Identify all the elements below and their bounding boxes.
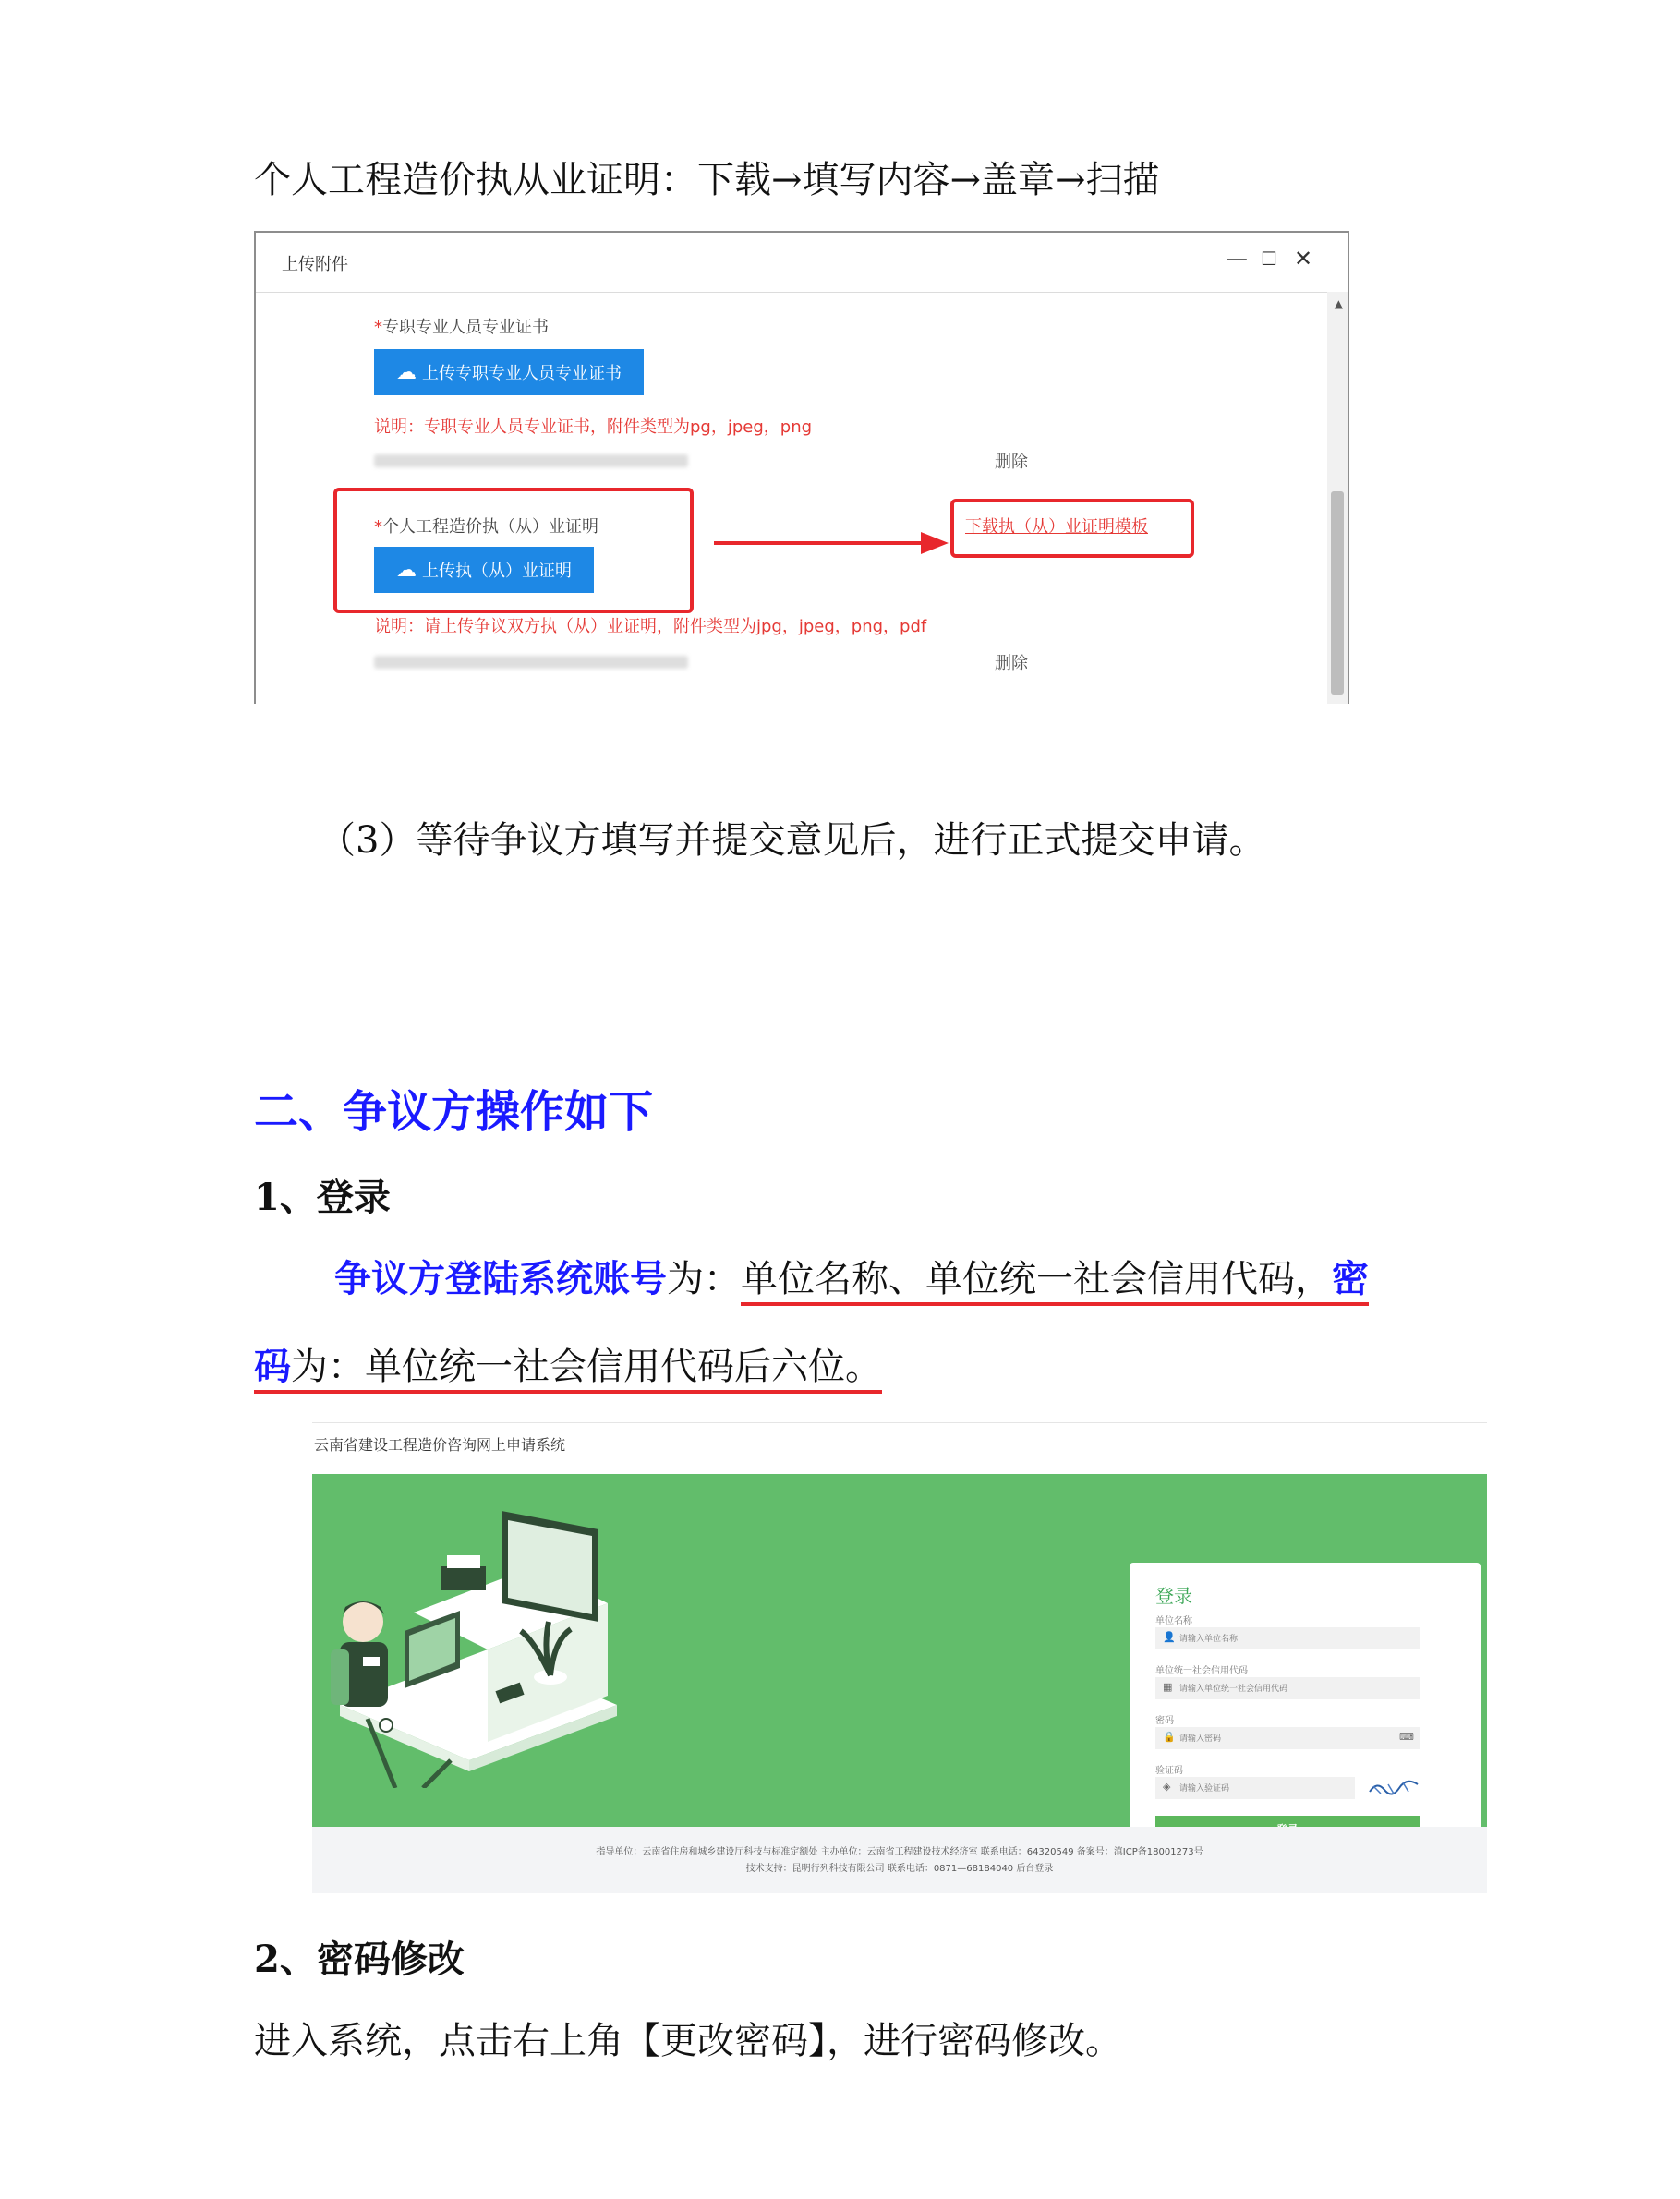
keyboard-icon[interactable]: ⌨: [1399, 1731, 1414, 1743]
field-label-captcha: 验证码: [1155, 1766, 1183, 1776]
cloud-upload-icon: ☁: [396, 360, 417, 383]
paragraph-password-change: 进入系统，点击右上角【更改密码】，进行密码修改。: [254, 2020, 1122, 2062]
user-icon: 👤: [1163, 1631, 1176, 1643]
subheading-login: 1、登录: [254, 1176, 391, 1219]
field-label-practice-cert: *个人工程造价执（从）业证明: [374, 517, 598, 537]
section-heading-dispute-party: 二、争议方操作如下: [254, 1086, 654, 1138]
upload-dialog-screenshot: [254, 231, 1349, 704]
paragraph-download-steps: 个人工程造价执从业证明：下载→填写内容→盖章→扫描: [254, 159, 1160, 201]
paragraph-step3: （3）等待争议方填写并提交意见后，进行正式提交申请。: [319, 819, 1266, 862]
field-label-credit-code: 单位统一社会信用代码: [1155, 1666, 1248, 1676]
download-template-link[interactable]: 下载执（从）业证明模板: [965, 517, 1148, 537]
dialog-titlebar: [256, 233, 1348, 293]
uploaded-file-name-blurred: [374, 454, 688, 467]
system-title: 云南省建设工程造价咨询网上申请系统: [314, 1436, 566, 1454]
office-illustration: [312, 1511, 700, 1788]
captcha-image[interactable]: [1366, 1777, 1421, 1799]
unit-name-input[interactable]: [1155, 1627, 1420, 1649]
dialog-title: 上传附件: [282, 255, 348, 274]
paragraph-login-account: 争议方登陆系统账号为：单位名称、单位统一社会信用代码，密: [334, 1256, 1369, 1302]
footer-line-1: 指导单位：云南省住房和城乡建设厅科技与标准定额处 主办单位：云南省工程建设技术经济室 联系电话：64320549 备案号：滇ICP备18001273号: [596, 1847, 1203, 1857]
paragraph-login-password: 码为：单位统一社会信用代码后六位。: [254, 1344, 882, 1390]
login-banner: [312, 1474, 1487, 1827]
upload-professional-cert-button[interactable]: ☁ 上传专职专业人员专业证书: [374, 349, 644, 395]
footer-line-2: 技术支持：昆明行列科技有限公司 联系电话：0871—68184040 后台登录: [745, 1864, 1054, 1874]
shield-icon: ◈: [1163, 1781, 1171, 1793]
password-input[interactable]: [1155, 1727, 1420, 1749]
id-card-icon: ▦: [1163, 1681, 1173, 1693]
minimize-icon[interactable]: —: [1226, 246, 1248, 272]
upload-practice-cert-button[interactable]: ☁ 上传执（从）业证明: [374, 547, 594, 593]
field-label-professional-cert: *专职专业人员专业证书: [374, 318, 549, 337]
login-card-title: 登录: [1155, 1585, 1192, 1607]
login-page-screenshot: [312, 1422, 1487, 1893]
divider: [312, 1422, 1487, 1423]
field-label-unit-name: 单位名称: [1155, 1616, 1192, 1626]
uploaded-file-name-blurred: [374, 656, 688, 669]
delete-link-1[interactable]: 删除: [995, 453, 1028, 472]
lock-icon: 🔒: [1163, 1731, 1176, 1743]
field-label-password: 密码: [1155, 1716, 1174, 1726]
login-page-footer: [312, 1827, 1487, 1893]
scrollbar-thumb[interactable]: [1331, 491, 1344, 695]
captcha-input[interactable]: [1155, 1777, 1355, 1799]
arrow-line: [714, 541, 923, 545]
arrow-right-icon: [921, 532, 949, 554]
note-practice-cert: 说明：请上传争议双方执（从）业证明，附件类型为jpg，jpeg，png，pdf: [374, 617, 927, 636]
maximize-icon[interactable]: ☐: [1261, 248, 1277, 270]
cloud-upload-icon: ☁: [396, 558, 417, 581]
delete-link-2[interactable]: 删除: [995, 654, 1028, 673]
note-professional-cert: 说明：专职专业人员专业证书，附件类型为pg，jpeg，png: [374, 417, 813, 437]
close-icon[interactable]: ✕: [1294, 246, 1313, 272]
scroll-up-icon[interactable]: ▲: [1334, 297, 1343, 310]
credit-code-input[interactable]: [1155, 1677, 1420, 1699]
subheading-password-change: 2、密码修改: [254, 1938, 465, 1981]
